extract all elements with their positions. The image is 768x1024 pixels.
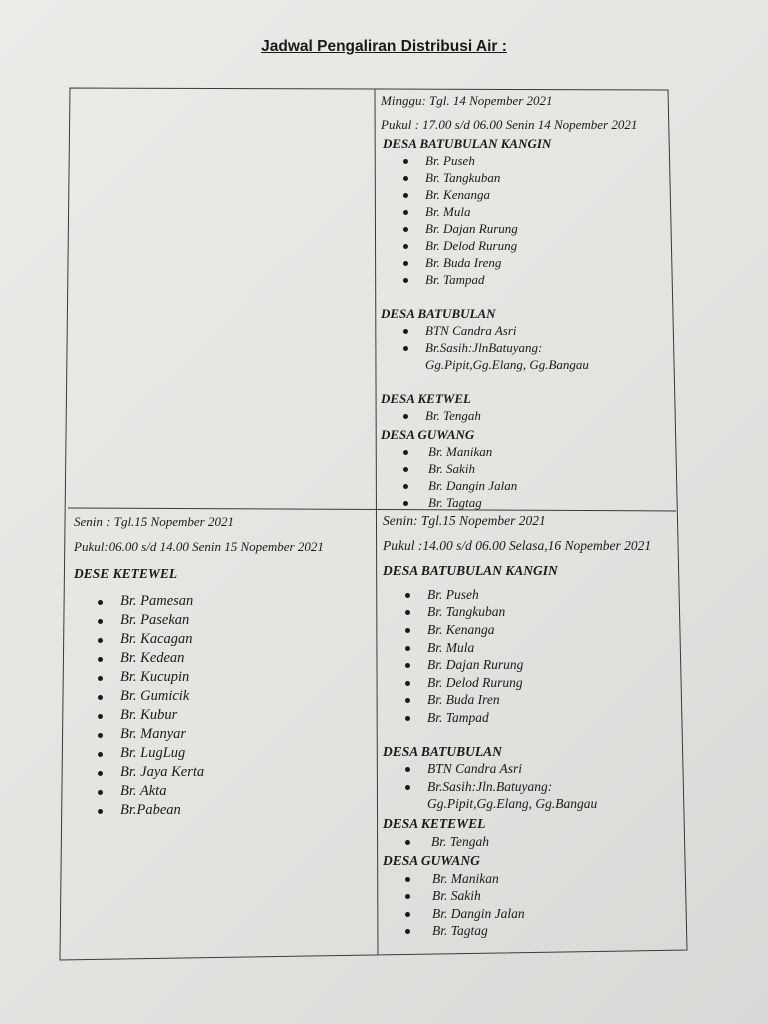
desa-heading: DESA BATUBULAN — [383, 743, 502, 759]
list-item: Br. Tangkuban — [381, 169, 671, 186]
banjar-list — [74, 592, 369, 820]
banjar-list — [383, 833, 683, 851]
list-item: Br. Delod Rurung — [381, 237, 671, 254]
banjar-list — [381, 407, 671, 424]
list-item: Br. LugLug — [74, 744, 369, 763]
list-item: Br. Sakih — [381, 460, 671, 477]
list-item: Br. Kucupin — [74, 668, 369, 687]
list-item: Br. Kubur — [74, 706, 369, 725]
desa-heading: DESA KETWEL — [381, 391, 471, 406]
list-item: Br. Puseh — [383, 586, 683, 604]
banjar-list — [383, 586, 683, 727]
list-item: Br. Tengah — [381, 407, 671, 424]
desa-heading: DESA GUWANG — [383, 853, 480, 869]
cell-senin-sore-schedule — [383, 512, 683, 940]
banjar-list — [381, 152, 671, 288]
schedule-time: Pukul:06.00 s/d 14.00 Senin 15 Nopember 2021 — [74, 539, 324, 554]
list-item: Br. Puseh — [381, 152, 671, 169]
list-item: Br. Kenanga — [383, 621, 683, 639]
cell-minggu-schedule — [381, 92, 671, 511]
list-item: Br. Manyar — [74, 725, 369, 744]
list-item: Br. Tampad — [383, 709, 683, 727]
list-item: Br. Tagtag — [383, 922, 683, 940]
list-item: Br. Kedean — [74, 649, 369, 668]
cell-senin-pagi-schedule — [74, 512, 369, 820]
schedule-day: Senin : Tgl.15 Nopember 2021 — [74, 514, 234, 529]
list-item: Br. Jaya Kerta — [74, 763, 369, 782]
list-item: Br. Pamesan — [74, 592, 369, 611]
desa-heading: DESA BATUBULAN KANGIN — [383, 136, 552, 151]
list-item: BTN Candra Asri — [381, 322, 671, 339]
desa-heading: DESA KETEWEL — [383, 815, 486, 831]
list-item: Br. Buda Iren — [383, 691, 683, 709]
list-item: Br. Delod Rurung — [383, 674, 683, 692]
list-item: Br. Kacagan — [74, 630, 369, 649]
desa-heading: DESA BATUBULAN — [381, 306, 496, 321]
list-item: Br. Tampad — [381, 271, 671, 288]
desa-heading: DESE KETEWEL — [74, 566, 178, 581]
list-item: Br. Dangin Jalan — [381, 477, 671, 494]
list-item: Br. Manikan — [381, 443, 671, 460]
list-item: Br. Kenanga — [381, 186, 671, 203]
desa-heading: DESA BATUBULAN KANGIN — [383, 563, 558, 579]
document-title: Jadwal Pengaliran Distribusi Air : — [261, 38, 507, 55]
list-item: Br.Sasih:Jln.Batuyang: Gg.Pipit,Gg.Elang, Gg.Bangau — [383, 778, 627, 813]
list-item: BTN Candra Asri — [383, 760, 683, 778]
list-item: Br.Sasih:JlnBatuyang: Gg.Pipit,Gg.Elang, Gg.Bangau — [381, 339, 615, 373]
list-item: Br. Sakih — [383, 887, 683, 905]
list-item: Br. Dangin Jalan — [383, 905, 683, 923]
banjar-list — [383, 760, 683, 813]
list-item: Br. Tengah — [383, 833, 683, 851]
desa-heading: DESA GUWANG — [381, 427, 475, 442]
list-item: Br.Pabean — [74, 801, 369, 820]
list-item: Br. Gumicik — [74, 687, 369, 706]
banjar-list — [381, 322, 671, 373]
list-item: Br. Pasekan — [74, 611, 369, 630]
table-vertical-divider — [375, 89, 378, 955]
list-item: Br. Akta — [74, 782, 369, 801]
list-item: Br. Manikan — [383, 870, 683, 888]
schedule-day: Senin: Tgl.15 Nopember 2021 — [383, 513, 546, 528]
list-item: Br. Mula — [381, 203, 671, 220]
banjar-list — [381, 443, 671, 511]
list-item: Br. Mula — [383, 639, 683, 657]
banjar-list — [383, 870, 683, 940]
list-item: Br. Tagtag — [381, 494, 671, 511]
schedule-time: Pukul :14.00 s/d 06.00 Selasa,16 Nopember 2021 — [383, 537, 652, 553]
list-item: Br. Dajan Rurung — [381, 220, 671, 237]
list-item: Br. Dajan Rurung — [383, 656, 683, 674]
list-item: Br. Tangkuban — [383, 603, 683, 621]
schedule-day: Minggu: Tgl. 14 Nopember 2021 — [381, 93, 553, 108]
schedule-time: Pukul : 17.00 s/d 06.00 Senin 14 Nopember 2021 — [381, 117, 638, 132]
list-item: Br. Buda Ireng — [381, 254, 671, 271]
